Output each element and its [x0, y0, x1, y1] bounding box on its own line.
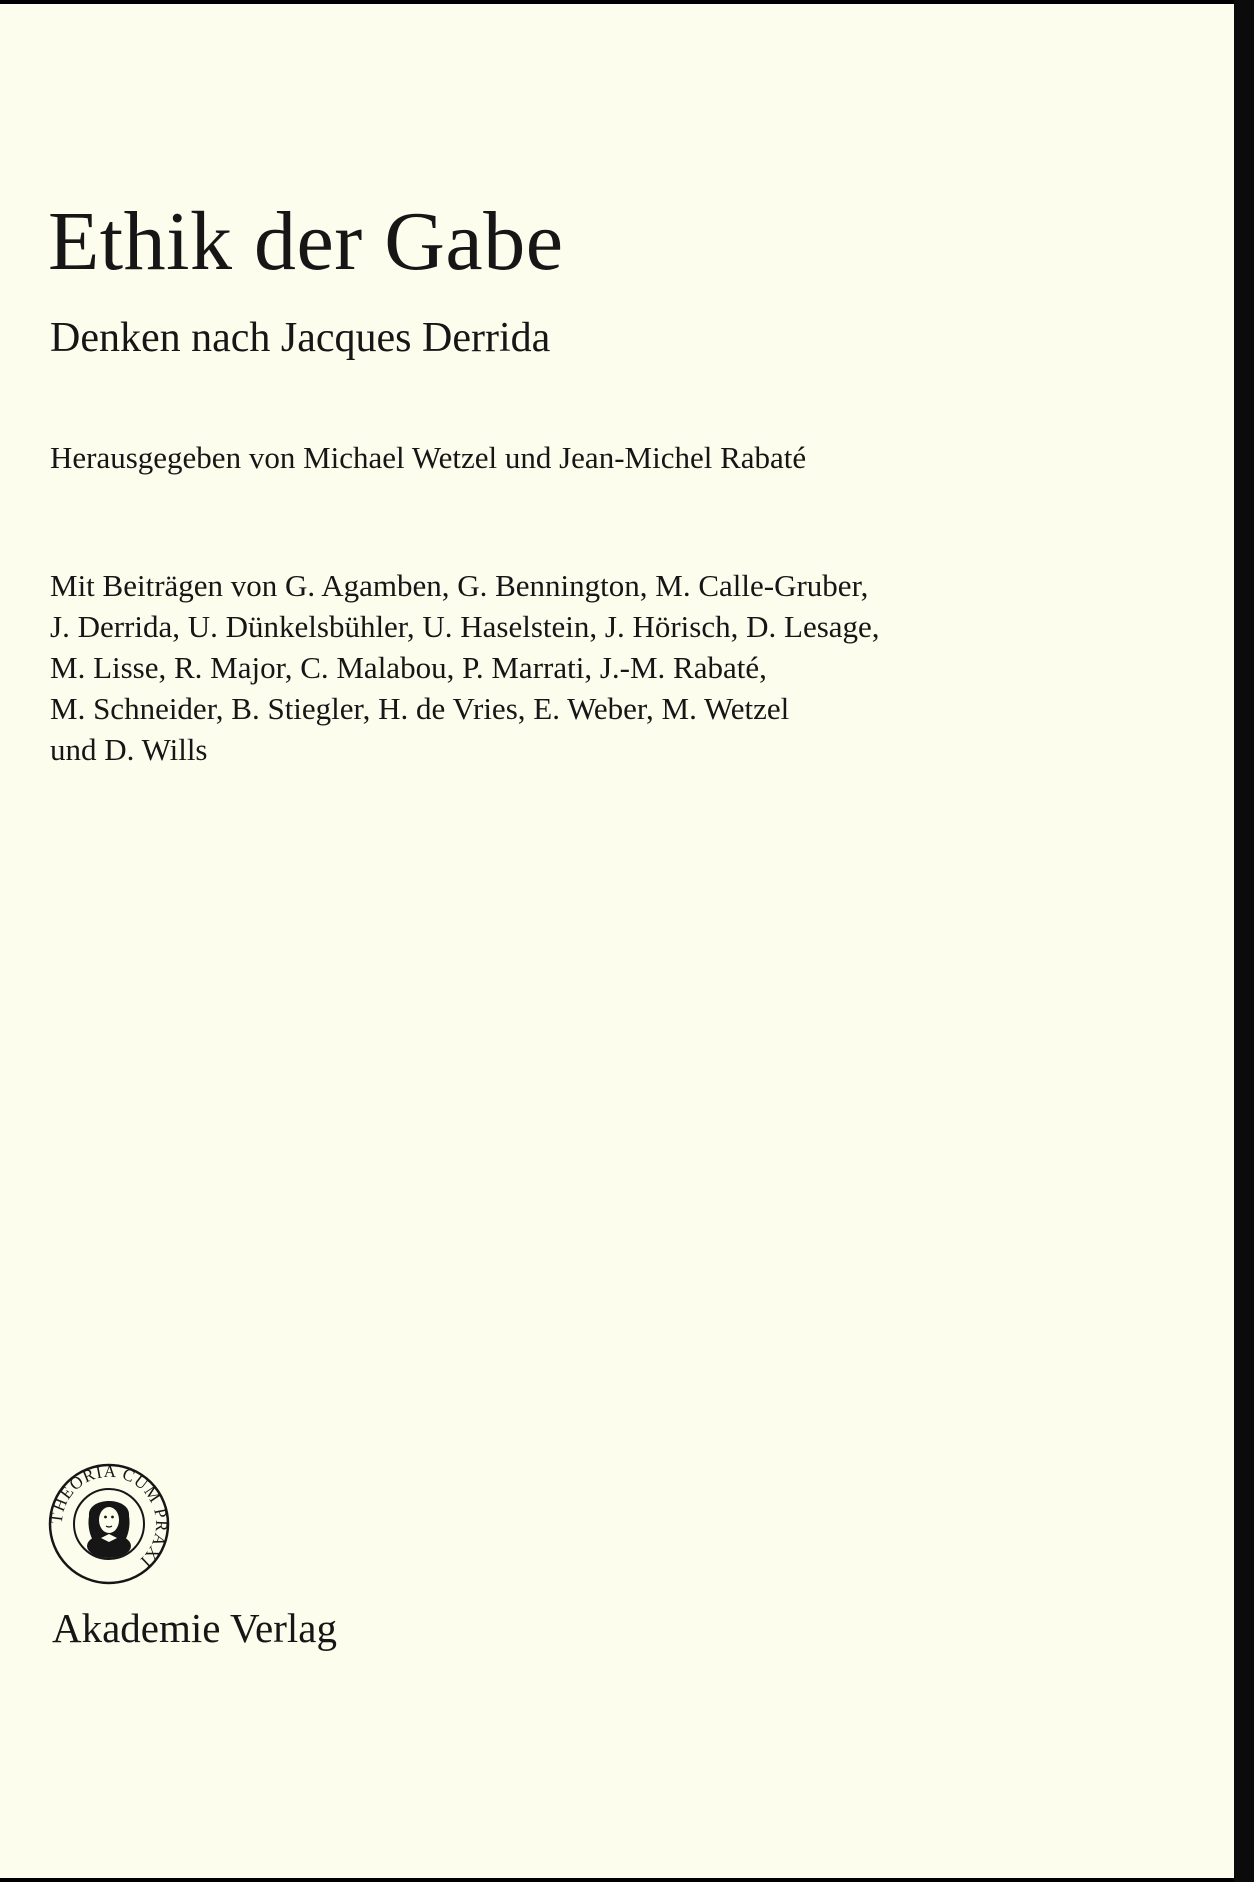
contributors-line: M. Lisse, R. Major, C. Malabou, P. Marrati, J.-M. Rabaté, [50, 650, 767, 685]
editors-line: Herausgegeben von Michael Wetzel und Jean-Michel Rabaté [50, 440, 807, 475]
scan-edge [1234, 0, 1254, 1882]
book-title: Ethik der Gabe [48, 195, 564, 288]
contributors-line: und D. Wills [50, 732, 208, 767]
contributors-line: M. Schneider, B. Stiegler, H. de Vries, E. Weber, M. Wetzel [50, 691, 790, 726]
contributors-line: J. Derrida, U. Dünkelsbühler, U. Haselstein, J. Hörisch, D. Lesage, [50, 609, 880, 644]
seal-motto: THEORIA CUM PRAXI [47, 1462, 171, 1572]
book-subtitle: Denken nach Jacques Derrida [50, 315, 551, 361]
contributors-line: Mit Beiträgen von G. Agamben, G. Bennington, M. Calle-Gruber, [50, 568, 869, 603]
publisher-name: Akademie Verlag [52, 1605, 337, 1651]
publisher-seal-icon [47, 1462, 171, 1586]
contributors-list [50, 565, 880, 770]
title-page [0, 4, 1234, 1878]
seal-portrait [87, 1501, 131, 1558]
